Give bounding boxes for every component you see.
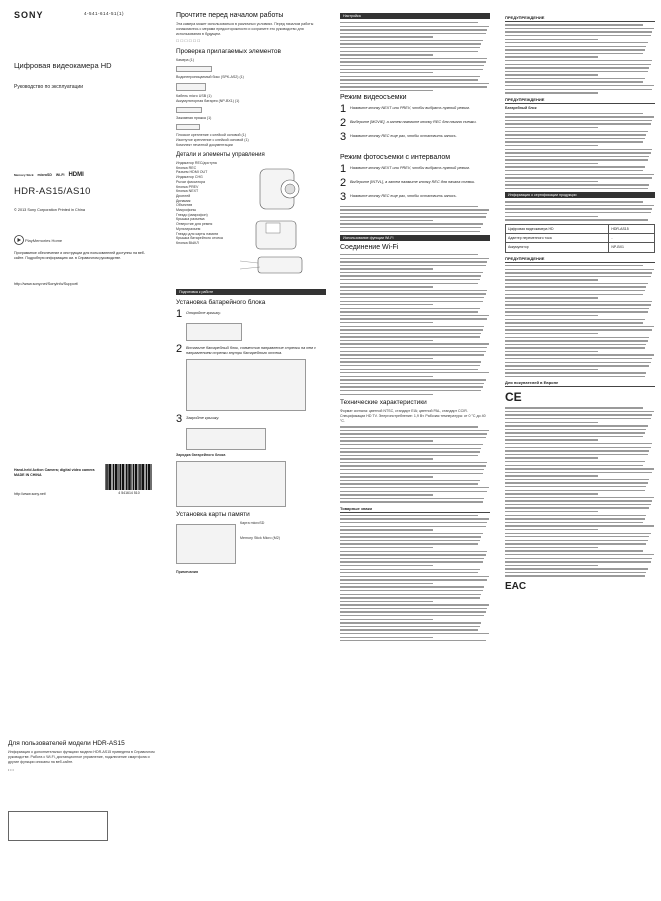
wifi-bar: Использование функции Wi-Fi — [340, 235, 490, 241]
battery-step: 3 Закройте крышку. — [176, 413, 220, 425]
memory-label: Memory Stick Micro (M2) — [240, 536, 280, 540]
check-item: Зажимная пряжка (1) — [176, 116, 212, 120]
brand-logo: SONY — [14, 10, 44, 20]
mode-step: 1 Нажмите кнопку NEXT или PREV, чтобы выбрать нужный режим. — [340, 162, 470, 175]
part-label: Кнопка REC — [176, 165, 197, 170]
copyright-note: © 2013 Sony Corporation Printed in China — [14, 208, 85, 212]
read-first-heading: Прочтите перед началом работы — [176, 12, 284, 19]
playmemories-text: PlayMemories Home — [25, 238, 63, 243]
col3 — [340, 0, 490, 901]
check-item: Кабель micro USB (1) — [176, 94, 212, 98]
specs-heading: Технические характеристики — [340, 398, 427, 406]
battery-step: 1 Откройте крышку. — [176, 308, 221, 320]
wifi-logo: Wi-Fi — [55, 173, 65, 177]
playmemories-icon — [14, 234, 63, 246]
mode-step: 3 Нажмите кнопку REC еще раз, чтобы остановить запись. — [340, 130, 457, 143]
barcode-number: 4 541614 510 — [118, 491, 140, 495]
warning-heading-2: ПРЕДУПРЕЖДЕНИЕ — [505, 97, 655, 104]
memory-label: Карта microSD — [240, 521, 265, 525]
parts-heading: Детали и элементы управления — [176, 152, 265, 158]
cert-bar: Информация о сертификации продукции — [505, 192, 655, 198]
insert-battery-illustration — [186, 359, 306, 411]
warning-heading: ПРЕДУПРЕЖДЕНИЕ — [505, 15, 655, 22]
note-heading: Примечания — [176, 570, 199, 574]
check-item: Плоское крепление с клейкой основой (1) — [176, 133, 246, 137]
cert-table — [505, 224, 655, 253]
fine-print-block — [505, 24, 655, 93]
table-row: Адаптер переменного тока - — [506, 233, 655, 242]
col1-bottom: Для пользователей модели HDR-AS15 Информация о дополнительных функциях модели HDR-AS15 приведена в Справочном руководстве. Работа с Wi-Fi, дистанционное управление, подключение смартфона и другие функции описаны на веб-сайте. • • • — [8, 740, 158, 901]
part-label: Индикатор REC/доступа — [176, 161, 217, 165]
part-label: Гнездо (микрофон) — [176, 212, 208, 217]
part-label: Дисплей — [176, 193, 191, 198]
open-cover-illustration — [186, 323, 242, 341]
check-item: Камера (1) — [176, 58, 194, 62]
memory-card-illustration — [176, 524, 236, 564]
battery-subheading: Батарейный блок — [505, 105, 537, 110]
intro-paragraph: Программное обеспечение и инструкции для пользователей доступны на веб-сайте. Подробную информацию см. в Справочном руководстве. — [14, 251, 146, 260]
part-label: Крышка разъема — [176, 217, 205, 222]
product-code: 4-541-614-51(1) — [84, 11, 125, 16]
table-row: Цифровая видеокамера HD HDR-AS15 — [506, 224, 655, 233]
col2: Прочтите перед началом работы Эта камера может использоваться в различных условиях. Перед началом работы ознакомьтесь с мерами предосторожности и сохраните это руководство для использования в будущем. ☐ ☐ ☐ ☐ ☐ ☐ Проверка прилагаемых элементов Камера (1) Водонепроницаемый бокс (SPK-AS2) (1) Кабель micro USB (1) Аккумуляторная батарея (NP-BX1) (1) Зажимная пряжка (1) Плоское крепление с клейкой основой (1) Изогнутое крепление с клейкой основой (1) Комплект печатной документации Детали и элементы управления Индикатор REC/доступа Кнопка REC Разъем HDMI OUT Индикатор CHG Рычаг фиксатора Кнопка PREV Кнопка NEXT Дисплей Динамик Объектив Микрофоны Гнездо (микрофон) Крышка разъема Отверстие для ремня Мультиразъем Гнездо для карты памяти Крышка батарейного отсека Кнопка ВЫКЛ Подготовка к работе Установка батарейного блока 1 Откройте крышку. 2 Вставьте батарейный блок, совместив направление стрелки на нем с направлением стрелки внутри батарейного отсека. 3 Закройте крышку. Зарядка батарейного блока Установка карты памяти Карта microSD Memory Stick Micro (M2) Примечания — [176, 0, 326, 901]
mode-step: 3 Нажмите кнопку REC еще раз, чтобы остановить запись. — [340, 190, 457, 203]
made-in-note: Hand-held Action Camera; digital video camera MADE IN CHINA — [14, 468, 95, 477]
charging-illustration — [176, 461, 286, 507]
empty-box — [8, 811, 108, 841]
fine-print-block — [505, 407, 655, 577]
trademarks-heading: Товарные знаки — [340, 506, 490, 513]
fine-print-block — [505, 113, 655, 190]
charging-note: Зарядка батарейного блока — [176, 453, 226, 457]
battery-icon — [176, 107, 202, 113]
camera-diagram — [238, 161, 324, 281]
part-label: Мультиразъем — [176, 226, 201, 231]
photo-heading: Режим фотосъемки с интервалом — [340, 153, 451, 161]
fine-print-block — [505, 201, 655, 220]
fine-print-block — [505, 265, 655, 377]
battery-heading: Установка батарейного блока — [176, 299, 266, 306]
check-item: Аккумуляторная батарея (NP-BX1) (1) — [176, 99, 240, 103]
memory-heading: Установка карты памяти — [176, 511, 250, 518]
check-list — [176, 58, 326, 148]
fine-print-block — [340, 254, 490, 395]
support-url: http://www.sony.net/SonyInfo/Support/ — [14, 282, 79, 286]
media-logos — [14, 172, 84, 178]
fine-print-block — [340, 206, 490, 232]
read-first-body: Эта камера может использоваться в различных условиях. Перед началом работы ознакомьтесь с мерами предосторожности и сохраните это руководство для использования в будущем. — [176, 22, 314, 36]
as15-heading: Для пользователей модели HDR-AS15 — [8, 740, 125, 747]
part-label: Кнопка ВЫКЛ — [176, 240, 199, 245]
playmemories-logo — [14, 233, 63, 245]
fine-print-block — [340, 426, 490, 503]
part-label: Кнопка NEXT — [176, 189, 199, 194]
check-item: Изогнутое крепление с клейкой основой (1) — [176, 138, 249, 142]
part-label: Гнездо для карты памяти — [176, 231, 219, 236]
mode-step: 1 Нажмите кнопку NEXT или PREV, чтобы выбрать нужный режим. — [340, 102, 470, 115]
hdmi-logo: HDMI — [68, 172, 84, 178]
mode-step: 2 Выберите [MOVIE], а затем нажмите кнопку REC для начала съемки. — [340, 116, 477, 129]
part-label: Динамик — [176, 198, 191, 203]
parts-list — [176, 161, 238, 286]
check-item: Комплект печатной документации — [176, 143, 233, 147]
housing-icon — [176, 83, 206, 91]
part-label: Отверстие для ремня — [176, 222, 213, 227]
eu-heading: Для покупателей в Европе — [505, 380, 655, 387]
cover-subtitle: Руководство по эксплуатации — [14, 84, 83, 90]
battery-step: 2 Вставьте батарейный блок, совместив направление стрелки на нем с направлением стрелки внутри батарейного отсека. — [176, 343, 316, 355]
mode-step: 2 Выберите [INTVL], а затем нажмите кнопку REC для начала съемки. — [340, 176, 476, 189]
check-item: Водонепроницаемый бокс (SPK-AS2) (1) — [176, 75, 244, 79]
part-label: Рычаг фиксатора — [176, 179, 206, 184]
wifi-heading: Соединение Wi-Fi — [340, 244, 399, 251]
video-heading: Режим видеосъемки — [340, 93, 407, 101]
fine-print-block — [340, 22, 490, 91]
sony-url: http://www.sony.net/ — [14, 492, 46, 496]
specs-body: Формат сигнала: цветной NTSC, стандарт EIA; цветной PAL, стандарт CCIR. Спецификации HD TV. Энергопотребление: 1,9 Вт. Рабочая температура: от 0 °C до 40 °C. — [340, 408, 486, 423]
microsd-logo: microSD — [37, 173, 52, 177]
part-label: Крышка батарейного отсека — [176, 236, 223, 241]
table-row: Аккумулятор NP-BX1 — [506, 243, 655, 252]
eac-mark-icon: EAC — [505, 580, 527, 592]
as15-body: Информация о дополнительных функциях модели HDR-AS15 приведена в Справочном руководстве. Работа с Wi-Fi, дистанционное управление, подключение смартфона и другие функции описаны на веб-сайте. — [8, 750, 155, 764]
model-name: HDR-AS15/AS10 — [14, 186, 91, 197]
buckle-icon — [176, 124, 200, 130]
col4 — [505, 0, 655, 901]
part-label: Разъем HDMI OUT — [176, 170, 208, 175]
part-label: Кнопка PREV — [176, 184, 199, 189]
setup-bar: Настройка — [340, 13, 490, 19]
barcode — [104, 464, 154, 490]
part-label: Индикатор CHG — [176, 175, 203, 180]
part-label: Объектив — [176, 203, 193, 208]
preparation-bar: Подготовка к работе — [176, 289, 326, 295]
memory-stick-logo: Memory Stick — [14, 173, 34, 177]
check-heading: Проверка прилагаемых элементов — [176, 48, 281, 55]
camera-icon — [176, 66, 212, 72]
ce-mark-icon: CE — [505, 390, 522, 405]
warning-heading-3: ПРЕДУПРЕЖДЕНИЕ — [505, 256, 655, 263]
close-cover-illustration — [186, 428, 266, 450]
fine-print-block — [340, 515, 490, 642]
part-label: Микрофоны — [176, 208, 197, 213]
cover-title: Цифровая видеокамера HD — [14, 61, 112, 70]
